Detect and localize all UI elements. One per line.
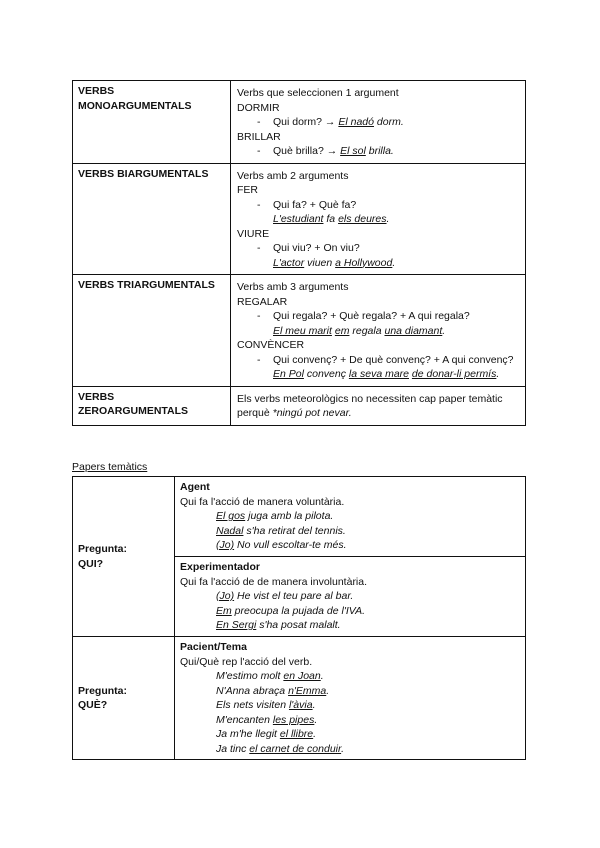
example-sentence: L'estudiant fa els deures. xyxy=(273,213,390,225)
list-item: - Qui viu? + On viu? xyxy=(257,242,360,254)
table-row xyxy=(73,81,526,164)
list-item: - Qui dorm? → El nadó dorm. xyxy=(257,116,404,128)
table-row xyxy=(73,163,526,275)
role-cell: Pacient/Tema Qui/Què rep l'acció del verb. M'estimo molt en Joan. N'Anna abraça n'Emma. Els nets visiten l'àvia. M'encanten les pipes. Ja m'he llegit el llibre. Ja tinc el carnet de conduir. xyxy=(175,637,526,760)
example-sentence: L'actor viuen a Hollywood. xyxy=(273,256,396,269)
example-sentence: En Pol convenç la seva mare de donar-li permís. xyxy=(273,368,500,380)
row-label: VERBS ZEROARGUMENTALS xyxy=(73,386,231,425)
thematic-roles-table xyxy=(72,476,526,760)
table-row xyxy=(73,637,526,760)
row-content: Verbs que seleccionen 1 argument DORMIR - Qui dorm? → El nadó dorm. BRILLAR - Què brilla? → El sol brilla. xyxy=(231,81,526,164)
list-item: - Qui convenç? + De què convenç? + A qui convenç? xyxy=(257,353,514,366)
list-item: - Què brilla? → El sol brilla. xyxy=(257,145,394,157)
list-item: - Qui regala? + Què regala? + A qui regala? xyxy=(257,310,470,322)
table-row xyxy=(73,275,526,387)
table-row xyxy=(73,477,526,557)
row-content: Verbs amb 3 arguments REGALAR - Qui regala? + Què regala? + A qui regala? El meu marit em regala una diamant. CONVÈNCER - Qui convenç? + De què convenç? + A qui convenç? En Pol convenç la seva mare de donar-li permís. xyxy=(231,275,526,387)
row-label: VERBS BIARGUMENTALS xyxy=(73,163,231,275)
row-content: Els verbs meteorològics no necessiten cap paper temàtic perquè *ningú pot nevar. xyxy=(231,386,526,425)
question-label: Pregunta: QUI? xyxy=(73,477,175,637)
list-item: - Qui fa? + Què fa? xyxy=(257,198,357,211)
row-label: VERBS MONOARGUMENTALS xyxy=(73,81,231,164)
role-cell: Experimentador Qui fa l'acció de de manera involuntària. (Jo) He vist el teu pare al bar. Em preocupa la pujada de l'IVA. En Sergi s'ha posat malalt. xyxy=(175,557,526,637)
example-sentence: El meu marit em regala una diamant. xyxy=(273,324,446,337)
verb-types-table xyxy=(72,80,526,426)
table-row xyxy=(73,386,526,425)
role-cell: Agent Qui fa l'acció de manera voluntària. El gos juga amb la pilota. Nadal s'ha retirat del tennis. (Jo) No vull escoltar-te més. xyxy=(175,477,526,557)
row-label: VERBS TRIARGUMENTALS xyxy=(73,275,231,387)
section-title: Papers temàtics xyxy=(72,461,148,473)
row-content: Verbs amb 2 arguments FER - Qui fa? + Què fa? L'estudiant fa els deures. VIURE - Qui viu? + On viu? L'actor viuen a Hollywood. xyxy=(231,163,526,275)
question-label: Pregunta: QUÈ? xyxy=(73,637,175,760)
